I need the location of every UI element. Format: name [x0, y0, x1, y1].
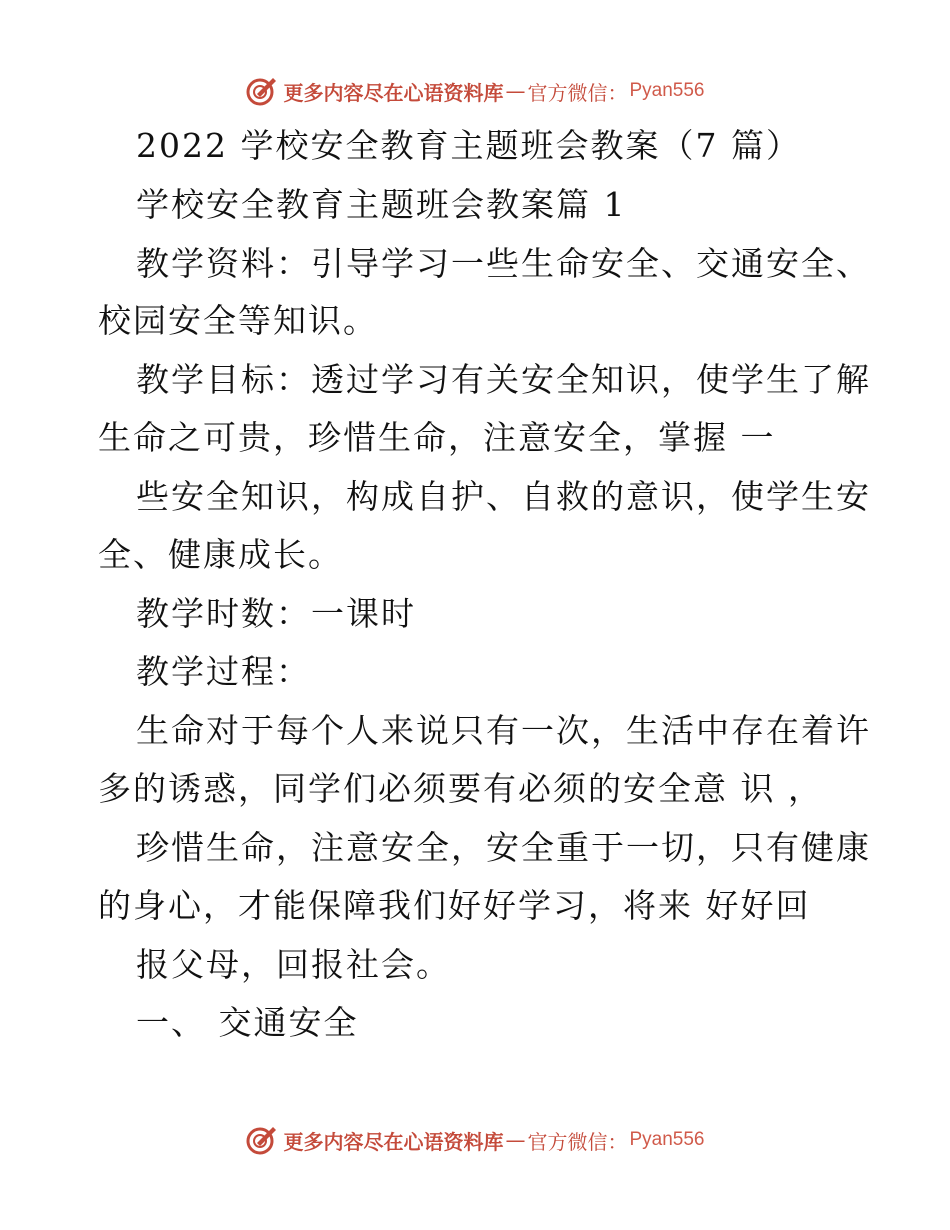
paragraph-line: 全、健康成长。: [98, 535, 343, 574]
paragraph-line: 校园安全等知识。: [98, 301, 378, 340]
banner-separator: —: [505, 79, 526, 103]
paragraph-line: 教学过程：: [136, 652, 311, 691]
paragraph-line: 生命之可贵，珍惜生命，注意安全，掌握 一: [98, 418, 776, 457]
paragraph-line: 报父母，回报社会。: [136, 945, 451, 984]
banner-wechat-id: Pyan556: [629, 80, 705, 101]
document-subtitle: 学校安全教育主题班会教案篇 1: [136, 185, 627, 224]
footer-banner: [0, 1120, 950, 1160]
paragraph-line: 些安全知识，构成自护、自救的意识，使学生安: [136, 477, 871, 516]
banner-wechat-label: 官方微信: [527, 1129, 608, 1154]
pen-logo-icon: [245, 1123, 279, 1157]
document-title: 2022 学校安全教育主题班会教案（7 篇）: [136, 126, 801, 165]
banner-separator: —: [505, 1128, 526, 1152]
paragraph-line: 珍惜生命，注意安全，安全重于一切，只有健康: [136, 828, 871, 867]
paragraph-line: 多的诱惑，同学们必须要有必须的安全意 识 ，: [98, 769, 823, 808]
banner-colon: ：: [607, 1129, 628, 1154]
banner-wechat-id: Pyan556: [629, 1129, 705, 1150]
paragraph-line: 教学时数：一课时: [136, 594, 416, 633]
pen-logo-icon: [245, 74, 279, 108]
header-banner: [0, 71, 950, 111]
paragraph-line: 教学资料：引导学习一些生命安全、交通安全、: [136, 244, 871, 283]
banner-wechat-label: 官方微信: [527, 80, 608, 105]
paragraph-line: 生命对于每个人来说只有一次，生活中存在着许: [136, 711, 871, 750]
banner-main-text: 更多内容尽在心语资料库: [283, 1129, 504, 1154]
banner-main-text: 更多内容尽在心语资料库: [283, 80, 504, 105]
paragraph-line: 教学目标：透过学习有关安全知识，使学生了解: [136, 360, 871, 399]
paragraph-line: 的身心，才能保障我们好好学习，将来 好好回: [98, 886, 811, 925]
banner-colon: ：: [607, 80, 628, 105]
section-heading: 一、 交通安全: [136, 1003, 359, 1042]
